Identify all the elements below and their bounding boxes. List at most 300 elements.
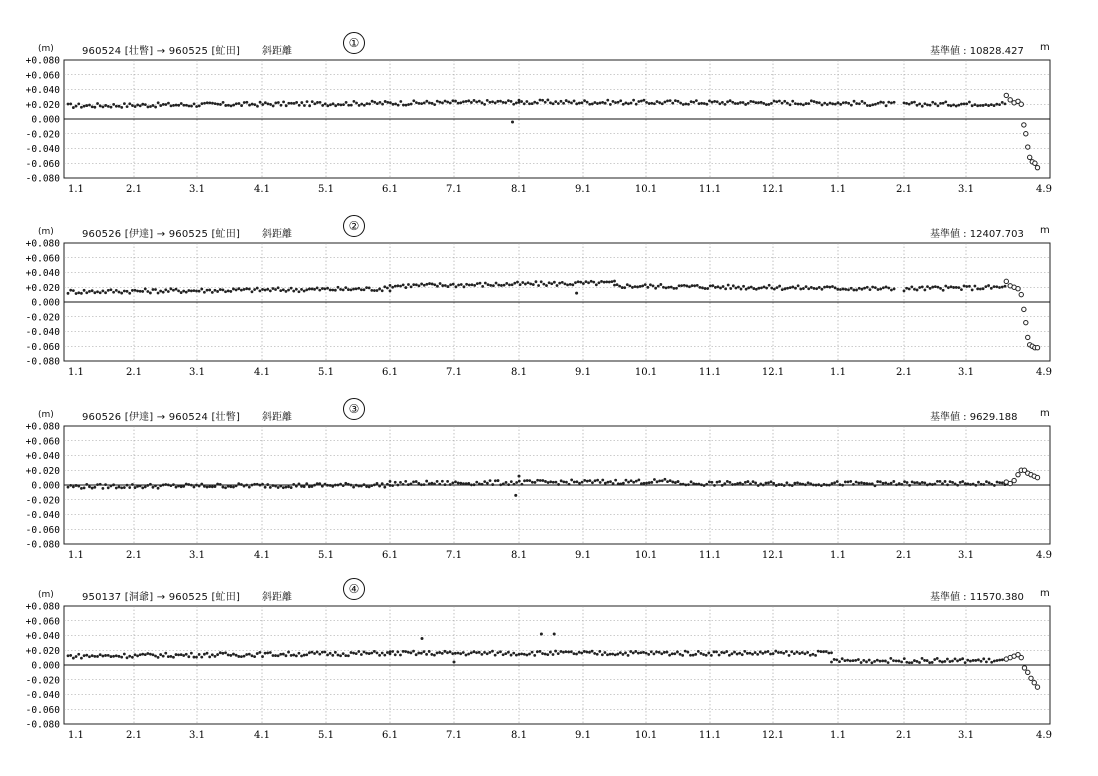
data-point [570, 650, 573, 653]
data-point [541, 479, 544, 482]
data-point [705, 483, 708, 486]
data-point [208, 101, 211, 104]
data-point [459, 101, 462, 104]
data-point [770, 480, 773, 483]
data-point [756, 653, 759, 656]
data-point [216, 290, 219, 293]
data-point [939, 480, 942, 483]
data-point [470, 651, 473, 654]
data-point [521, 483, 524, 486]
data-point [570, 101, 573, 104]
data-point [454, 100, 457, 103]
data-point [397, 104, 400, 107]
data-point [723, 482, 726, 485]
data-point [457, 102, 460, 105]
data-point [979, 104, 982, 107]
outlier-point [514, 494, 517, 497]
data-point [180, 485, 183, 488]
data-point [187, 289, 190, 292]
data-point [313, 102, 316, 105]
data-point [750, 286, 753, 289]
data-point [198, 104, 201, 107]
data-point [654, 287, 657, 290]
x-tick-label: 1.1 [830, 184, 846, 195]
data-point [619, 482, 622, 485]
data-point [80, 292, 83, 295]
data-point [969, 483, 972, 486]
data-point [214, 485, 217, 488]
data-point [562, 651, 565, 654]
data-point [713, 484, 716, 487]
data-point [324, 287, 327, 290]
data-point [112, 655, 115, 658]
data-point [347, 288, 350, 291]
data-point [402, 483, 405, 486]
y-tick-label: 0.000 [31, 297, 60, 309]
data-point [373, 484, 376, 487]
data-point [694, 653, 697, 656]
data-point [77, 102, 80, 105]
data-point [552, 481, 555, 484]
data-point [198, 653, 201, 656]
data-point [713, 100, 716, 103]
data-point [149, 483, 152, 486]
open-point [1024, 320, 1028, 324]
data-point [473, 99, 476, 102]
data-point [347, 104, 350, 107]
data-point [264, 652, 267, 655]
x-tick-label: 2.1 [126, 730, 142, 741]
data-point [311, 288, 314, 291]
data-point [423, 284, 426, 287]
data-point [724, 103, 727, 106]
data-point [93, 291, 96, 294]
data-point [444, 100, 447, 103]
data-point [828, 286, 831, 289]
data-point [162, 291, 165, 294]
data-point [230, 104, 233, 107]
data-point [884, 660, 887, 663]
data-point [350, 651, 353, 654]
data-point [972, 659, 975, 662]
data-point [370, 652, 373, 655]
data-point [295, 288, 298, 291]
data-point [441, 652, 444, 655]
data-point [847, 102, 850, 105]
data-point [586, 101, 589, 104]
data-point [182, 290, 185, 293]
data-point [535, 280, 538, 283]
data-point [913, 288, 916, 291]
data-point [389, 480, 392, 483]
data-point [877, 102, 880, 105]
data-point [687, 103, 690, 106]
data-point [666, 99, 669, 102]
data-point [855, 102, 858, 105]
data-point [687, 483, 690, 486]
x-tick-label: 9.1 [575, 367, 591, 378]
data-point [622, 653, 625, 656]
data-point [180, 291, 183, 294]
data-point [115, 289, 118, 292]
data-point [949, 660, 952, 663]
data-point [352, 288, 355, 291]
data-point [681, 654, 684, 657]
data-point [251, 484, 254, 487]
data-point [423, 650, 426, 653]
data-point [857, 658, 860, 661]
data-point [844, 481, 847, 484]
data-point [998, 103, 1001, 106]
data-point [131, 656, 134, 659]
x-tick-label: 2.1 [896, 367, 912, 378]
data-point [507, 651, 510, 654]
data-point [744, 103, 747, 106]
data-point [959, 658, 962, 661]
data-point [118, 655, 121, 658]
data-point [645, 101, 648, 104]
data-point [430, 482, 433, 485]
y-tick-label: -0.060 [25, 341, 60, 353]
data-point [545, 284, 548, 287]
data-point [478, 100, 481, 103]
data-point [918, 482, 921, 485]
data-point [350, 104, 353, 107]
data-point [201, 102, 204, 105]
data-point [332, 102, 335, 105]
data-point [860, 481, 863, 484]
data-point [993, 285, 996, 288]
open-point [1035, 685, 1039, 689]
data-point [251, 654, 254, 657]
data-point [749, 483, 752, 486]
data-point [412, 480, 415, 483]
data-point [865, 660, 868, 663]
data-point [402, 284, 405, 287]
data-point [780, 651, 783, 654]
data-point [641, 284, 644, 287]
data-point [267, 103, 270, 106]
data-point [582, 282, 585, 285]
data-point [964, 482, 967, 485]
data-point [337, 286, 340, 289]
data-point [489, 101, 492, 104]
data-point [728, 654, 731, 657]
data-point [524, 283, 527, 286]
data-point [617, 482, 620, 485]
data-point [845, 101, 848, 104]
data-point [976, 287, 979, 290]
data-point [339, 288, 342, 291]
data-point [452, 283, 455, 286]
data-point [764, 482, 767, 485]
data-point [635, 480, 638, 483]
data-point [253, 483, 256, 486]
data-point [609, 103, 612, 106]
data-point [871, 286, 874, 289]
data-point [446, 101, 449, 104]
data-point [502, 653, 505, 656]
data-point [115, 487, 118, 490]
data-point [101, 487, 104, 490]
data-point [195, 656, 198, 659]
data-point [923, 659, 926, 662]
data-point [913, 101, 916, 104]
data-point [319, 101, 322, 104]
data-point [905, 102, 908, 105]
data-point [240, 104, 243, 107]
data-point [169, 484, 172, 487]
y-tick-label: -0.060 [25, 704, 60, 716]
data-point [987, 104, 990, 107]
open-point [1029, 676, 1033, 680]
data-point [977, 658, 980, 661]
data-point [441, 284, 444, 287]
data-point [777, 651, 780, 654]
data-point [149, 653, 152, 656]
data-point [591, 103, 594, 106]
data-point [175, 104, 178, 107]
data-point [984, 103, 987, 106]
data-point [318, 653, 321, 656]
data-point [282, 288, 285, 291]
data-point [937, 104, 940, 107]
data-point [987, 284, 990, 287]
data-point [407, 651, 410, 654]
data-point [700, 652, 703, 655]
data-point [778, 483, 781, 486]
data-point [152, 486, 155, 489]
data-point [703, 484, 706, 487]
data-point [279, 485, 282, 488]
data-point [990, 661, 993, 664]
x-tick-label: 10.1 [634, 184, 658, 195]
data-point [941, 482, 944, 485]
data-point [83, 105, 86, 108]
data-point [457, 284, 460, 287]
data-point [722, 285, 725, 288]
data-point [321, 104, 324, 107]
data-point [830, 661, 833, 664]
data-point [592, 281, 595, 284]
data-point [869, 104, 872, 107]
data-point [363, 650, 366, 653]
open-point [1019, 102, 1023, 106]
data-point [206, 101, 209, 104]
data-point [553, 281, 556, 284]
data-point [77, 291, 80, 294]
data-point [805, 285, 808, 288]
data-point [505, 481, 508, 484]
data-point [823, 286, 826, 289]
data-point [206, 289, 209, 292]
data-point [759, 651, 762, 654]
data-point [269, 651, 272, 654]
data-point [245, 101, 248, 104]
data-point [248, 486, 251, 489]
data-point [200, 288, 203, 291]
data-point [515, 101, 518, 104]
data-point [732, 284, 735, 287]
data-point [277, 286, 280, 289]
data-point [815, 287, 818, 290]
data-point [441, 480, 444, 483]
data-point [672, 287, 675, 290]
data-point [905, 287, 908, 290]
data-point [594, 479, 597, 482]
data-point [266, 288, 269, 291]
data-point [352, 486, 355, 489]
y-tick-label: +0.060 [25, 616, 60, 628]
data-point [357, 650, 360, 653]
data-point [355, 102, 358, 105]
data-point [473, 650, 476, 653]
data-point [287, 289, 290, 292]
data-point [248, 653, 251, 656]
data-point [588, 103, 591, 106]
data-point [126, 484, 129, 487]
data-point [342, 103, 345, 106]
data-point [365, 652, 368, 655]
data-point [708, 99, 711, 102]
data-point [656, 480, 659, 483]
data-point [794, 102, 797, 105]
data-point [282, 486, 285, 489]
data-point [518, 653, 521, 656]
data-point [936, 657, 939, 660]
data-point [685, 285, 688, 288]
y-unit-label: (m) [38, 44, 54, 54]
reference-unit: m [1040, 408, 1050, 419]
data-point [823, 102, 826, 105]
data-point [237, 482, 240, 485]
data-point [959, 481, 962, 484]
data-point [918, 661, 921, 664]
data-point [613, 280, 616, 283]
y-tick-label: -0.020 [25, 312, 60, 324]
data-point [637, 652, 640, 655]
data-point [392, 103, 395, 106]
data-point [425, 480, 428, 483]
data-point [944, 480, 947, 483]
data-point [575, 102, 578, 105]
data-point [376, 482, 379, 485]
x-tick-label: 1.1 [68, 550, 84, 561]
data-point [862, 659, 865, 662]
data-point [528, 479, 531, 482]
data-point [523, 479, 526, 482]
data-point [358, 104, 361, 107]
data-point [650, 481, 653, 484]
data-point [956, 484, 959, 487]
data-point [368, 286, 371, 289]
data-point [274, 102, 277, 105]
data-point [104, 483, 107, 486]
data-point [492, 284, 495, 287]
data-point [725, 650, 728, 653]
data-point [783, 484, 786, 487]
data-point [829, 102, 832, 105]
data-point [402, 650, 405, 653]
data-point [941, 661, 944, 664]
data-point [877, 288, 880, 291]
data-point [938, 660, 941, 663]
data-point [550, 282, 553, 285]
data-point [852, 483, 855, 486]
data-point [683, 284, 686, 287]
data-point [193, 486, 196, 489]
data-point [673, 652, 676, 655]
data-point [618, 285, 621, 288]
data-point [144, 653, 147, 656]
data-point [667, 286, 670, 289]
x-tick-label: 1.1 [830, 730, 846, 741]
data-point [652, 284, 655, 287]
data-point [290, 654, 293, 657]
data-point [931, 101, 934, 104]
data-point [568, 483, 571, 486]
data-point [865, 482, 868, 485]
data-point [825, 484, 828, 487]
outlier-point [553, 633, 556, 636]
data-point [363, 288, 366, 291]
data-point [525, 100, 528, 103]
data-point [483, 651, 486, 654]
data-point [118, 486, 121, 489]
data-point [711, 101, 714, 104]
data-point [243, 485, 246, 488]
data-point [489, 284, 492, 287]
data-point [605, 280, 608, 283]
data-point [256, 483, 259, 486]
data-point [511, 283, 514, 286]
scatter-plot [0, 578, 1098, 752]
data-point [682, 103, 685, 106]
data-point [854, 659, 857, 662]
data-point [569, 283, 572, 286]
data-point [251, 290, 254, 293]
data-point [462, 482, 465, 485]
data-point [702, 653, 705, 656]
x-tick-label: 1.1 [68, 367, 84, 378]
data-point [931, 483, 934, 486]
data-point [504, 101, 507, 104]
data-point [773, 100, 776, 103]
data-point [695, 99, 698, 102]
data-point [762, 102, 765, 105]
data-point [822, 650, 825, 653]
data-point [483, 103, 486, 106]
data-point [112, 291, 115, 294]
data-point [965, 102, 968, 105]
data-point [211, 102, 214, 105]
data-point [96, 655, 99, 658]
data-point [657, 285, 660, 288]
data-point [154, 106, 157, 109]
data-point [154, 655, 157, 658]
data-point [360, 288, 363, 291]
data-point [285, 104, 288, 107]
data-point [399, 481, 402, 484]
data-point [420, 102, 423, 105]
data-point [772, 482, 775, 485]
data-point [107, 289, 110, 292]
data-point [736, 653, 739, 656]
data-point [237, 287, 240, 290]
data-point [617, 101, 620, 104]
data-point [187, 483, 190, 486]
data-point [559, 650, 562, 653]
